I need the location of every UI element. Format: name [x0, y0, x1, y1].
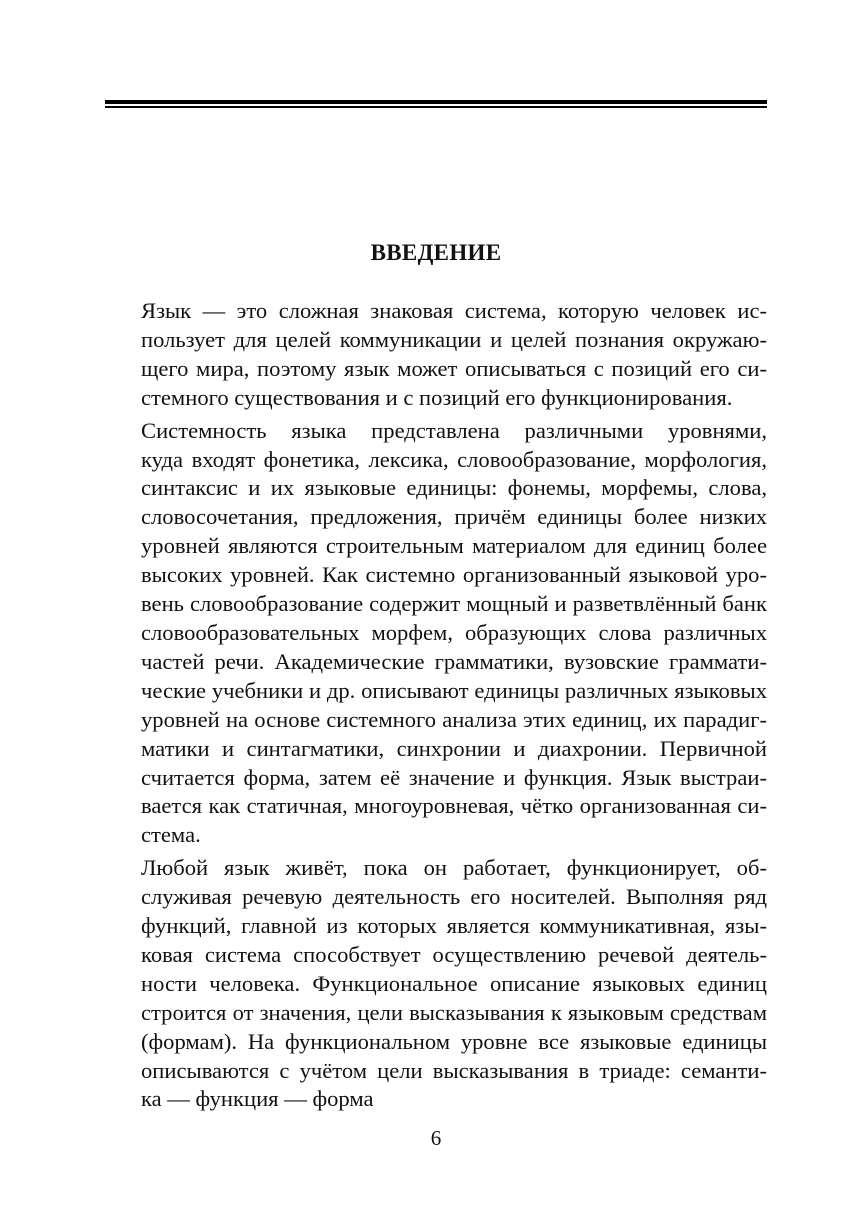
text-line: ковая система способствует осуществлению речевой деятель- — [141, 941, 767, 967]
text-line: уровней являются строительным материалом для единиц более — [141, 533, 767, 559]
paragraph-2 — [105, 417, 767, 851]
text-line: ности человека. Функциональное описание языковых единиц — [141, 970, 767, 996]
text-line: матики и синтагматики, синхронии и диахронии. Первичной — [141, 735, 767, 761]
text-line: куда входят фонетика, лексика, словообразование, морфология, — [141, 446, 767, 472]
text-line: синтаксис и их языковые единицы: фонемы, морфемы, слова, — [141, 475, 767, 501]
text-line: служивая речевую деятельность его носителей. Выполняя ряд — [141, 884, 767, 910]
header-rule-thin — [105, 106, 767, 108]
text-line: вень словообразование содержит мощный и разветвлённый банк — [141, 591, 767, 617]
text-line: стемного существования и с позиций его функционирования. — [141, 384, 733, 410]
text-line: словообразовательных морфем, образующих слова различных — [141, 619, 767, 645]
text-line: Системность языка представлена различными уровнями, — [141, 417, 767, 443]
paragraph-1 — [105, 297, 767, 413]
text-line: щего мира, поэтому язык может описываться с позиций его си- — [141, 355, 767, 381]
chapter-title: ВВЕДЕНИЕ — [370, 240, 502, 265]
header-rule-thick — [105, 100, 767, 104]
text-line: считается форма, затем её значение и функция. Язык выстраи- — [141, 764, 767, 790]
body-text — [105, 297, 767, 1118]
text-line: описываются с учётом цели высказывания в триаде: семанти- — [141, 1057, 767, 1083]
text-line: уровней на основе системного анализа этих единиц, их парадиг- — [141, 706, 767, 732]
text-line: высоких уровней. Как системно организованный языковой уро- — [141, 562, 767, 588]
text-line: частей речи. Академические грамматики, вузовские граммати- — [141, 648, 767, 674]
text-line: вается как статичная, многоуровневая, чётко организованная си- — [141, 793, 767, 819]
paragraph-3 — [105, 854, 767, 1114]
text-line: Любой язык живёт, пока он работает, функционирует, об- — [141, 855, 767, 881]
text-line: Язык — это сложная знаковая система, которую человек ис- — [141, 298, 767, 323]
page-number: 6 — [430, 1126, 442, 1150]
text-line: функций, главной из которых является коммуникативная, язы- — [141, 913, 767, 939]
text-line: ка — функция — форма — [141, 1086, 374, 1112]
text-line: словосочетания, предложения, причём единицы более низких — [141, 504, 767, 530]
text-line: пользует для целей коммуникации и целей познания окружаю- — [141, 326, 767, 352]
text-line: строится от значения, цели высказывания к языковым средствам — [141, 999, 767, 1025]
text-line: ческие учебники и др. описывают единицы различных языковых — [141, 677, 767, 703]
text-line: (формам). На функциональном уровне все языковые единицы — [141, 1028, 767, 1054]
text-line: стема. — [141, 822, 201, 848]
